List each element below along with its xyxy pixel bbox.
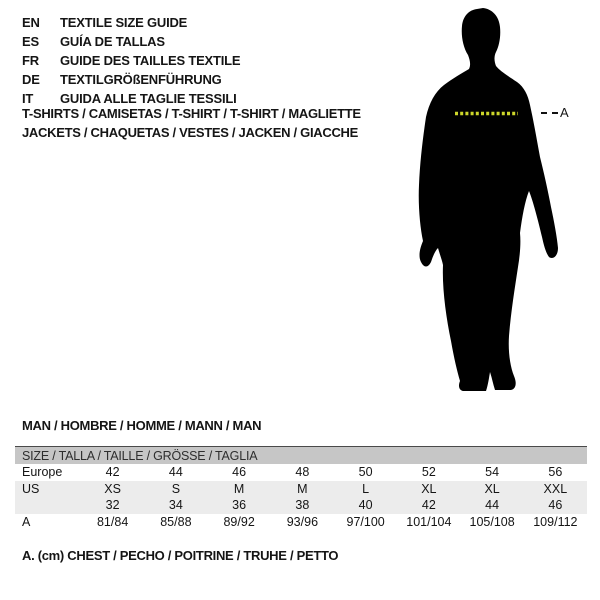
language-row-fr xyxy=(22,51,240,70)
row-label: US xyxy=(22,481,40,496)
language-list xyxy=(22,13,240,108)
category-line-tshirts: T-SHIRTS / CAMISETAS / T-SHIRT / T-SHIRT / MAGLIETTE xyxy=(22,106,361,121)
row-label xyxy=(15,497,81,514)
table-row-numeric xyxy=(15,497,587,514)
language-code: ES xyxy=(22,34,39,49)
table-cell: 48 xyxy=(295,465,310,479)
table-cell: M xyxy=(233,481,245,496)
language-label: GUIDE DES TAILLES TEXTILE xyxy=(60,53,241,68)
table-cell: 56 xyxy=(548,465,563,479)
man-silhouette-path xyxy=(419,8,558,391)
table-cell: 52 xyxy=(421,465,436,479)
table-cell: S xyxy=(171,481,181,496)
table-cell: 44 xyxy=(485,498,500,512)
language-label: GUÍA DE TALLAS xyxy=(60,34,165,49)
language-row-es xyxy=(22,32,240,51)
table-cell: L xyxy=(362,481,370,496)
table-cell: 50 xyxy=(358,465,373,479)
man-silhouette-svg xyxy=(415,5,575,395)
table-cell: 42 xyxy=(105,465,120,479)
table-cell: XL xyxy=(484,481,500,496)
language-label: TEXTILGRÖßENFÜHRUNG xyxy=(60,72,222,87)
table-row-us xyxy=(15,481,587,498)
table-cell: M xyxy=(297,481,308,496)
table-cell: XXL xyxy=(543,481,568,496)
table-cell: 36 xyxy=(232,498,247,512)
language-code: IT xyxy=(22,91,34,106)
section-title-man: MAN / HOMBRE / HOMME / MANN / MAN xyxy=(22,418,262,433)
table-cell: 44 xyxy=(168,465,183,479)
table-cell: 97/100 xyxy=(346,514,385,529)
table-row-chest-a xyxy=(15,514,587,531)
table-cell: 34 xyxy=(168,498,183,512)
table-cell: XS xyxy=(104,481,121,496)
table-cell: XL xyxy=(421,481,437,496)
table-cell: 85/88 xyxy=(160,514,192,529)
table-cell: 46 xyxy=(232,465,247,479)
table-cell: 89/92 xyxy=(223,514,255,529)
table-cell: 101/104 xyxy=(406,514,452,529)
table-cell: 38 xyxy=(295,498,310,512)
table-cell: 105/108 xyxy=(469,514,515,529)
table-cell: 81/84 xyxy=(96,514,129,529)
size-table-header: SIZE / TALLA / TAILLE / GRÖSSE / TAGLIA xyxy=(15,446,587,464)
table-cell: 46 xyxy=(548,498,563,512)
table-cell: 109/112 xyxy=(533,514,578,529)
measure-callout-dashes xyxy=(541,112,558,114)
table-cell: 42 xyxy=(421,498,436,512)
man-silhouette-figure xyxy=(415,5,575,395)
row-label: A xyxy=(22,514,31,529)
language-code: FR xyxy=(22,53,39,68)
language-code: EN xyxy=(22,15,40,30)
language-code: DE xyxy=(22,72,40,87)
language-row-de xyxy=(22,70,240,89)
table-cell: 32 xyxy=(105,498,120,512)
size-table xyxy=(15,446,587,530)
category-line-jackets: JACKETS / CHAQUETAS / VESTES / JACKEN / GIACCHE xyxy=(22,124,358,140)
language-label: GUIDA ALLE TAGLIE TESSILI xyxy=(60,91,237,106)
table-cell: 93/96 xyxy=(286,514,319,529)
table-cell: 40 xyxy=(358,498,373,512)
table-cell: 54 xyxy=(485,465,500,479)
row-label: Europe xyxy=(22,465,63,479)
language-label: TEXTILE SIZE GUIDE xyxy=(60,15,188,30)
measure-label-a: A xyxy=(560,105,569,120)
language-row-en xyxy=(22,13,240,32)
category-lines xyxy=(22,105,361,142)
footnote-chest: A. (cm) CHEST / PECHO / POITRINE / TRUHE / PETTO xyxy=(22,548,339,563)
table-row-europe xyxy=(15,464,587,481)
